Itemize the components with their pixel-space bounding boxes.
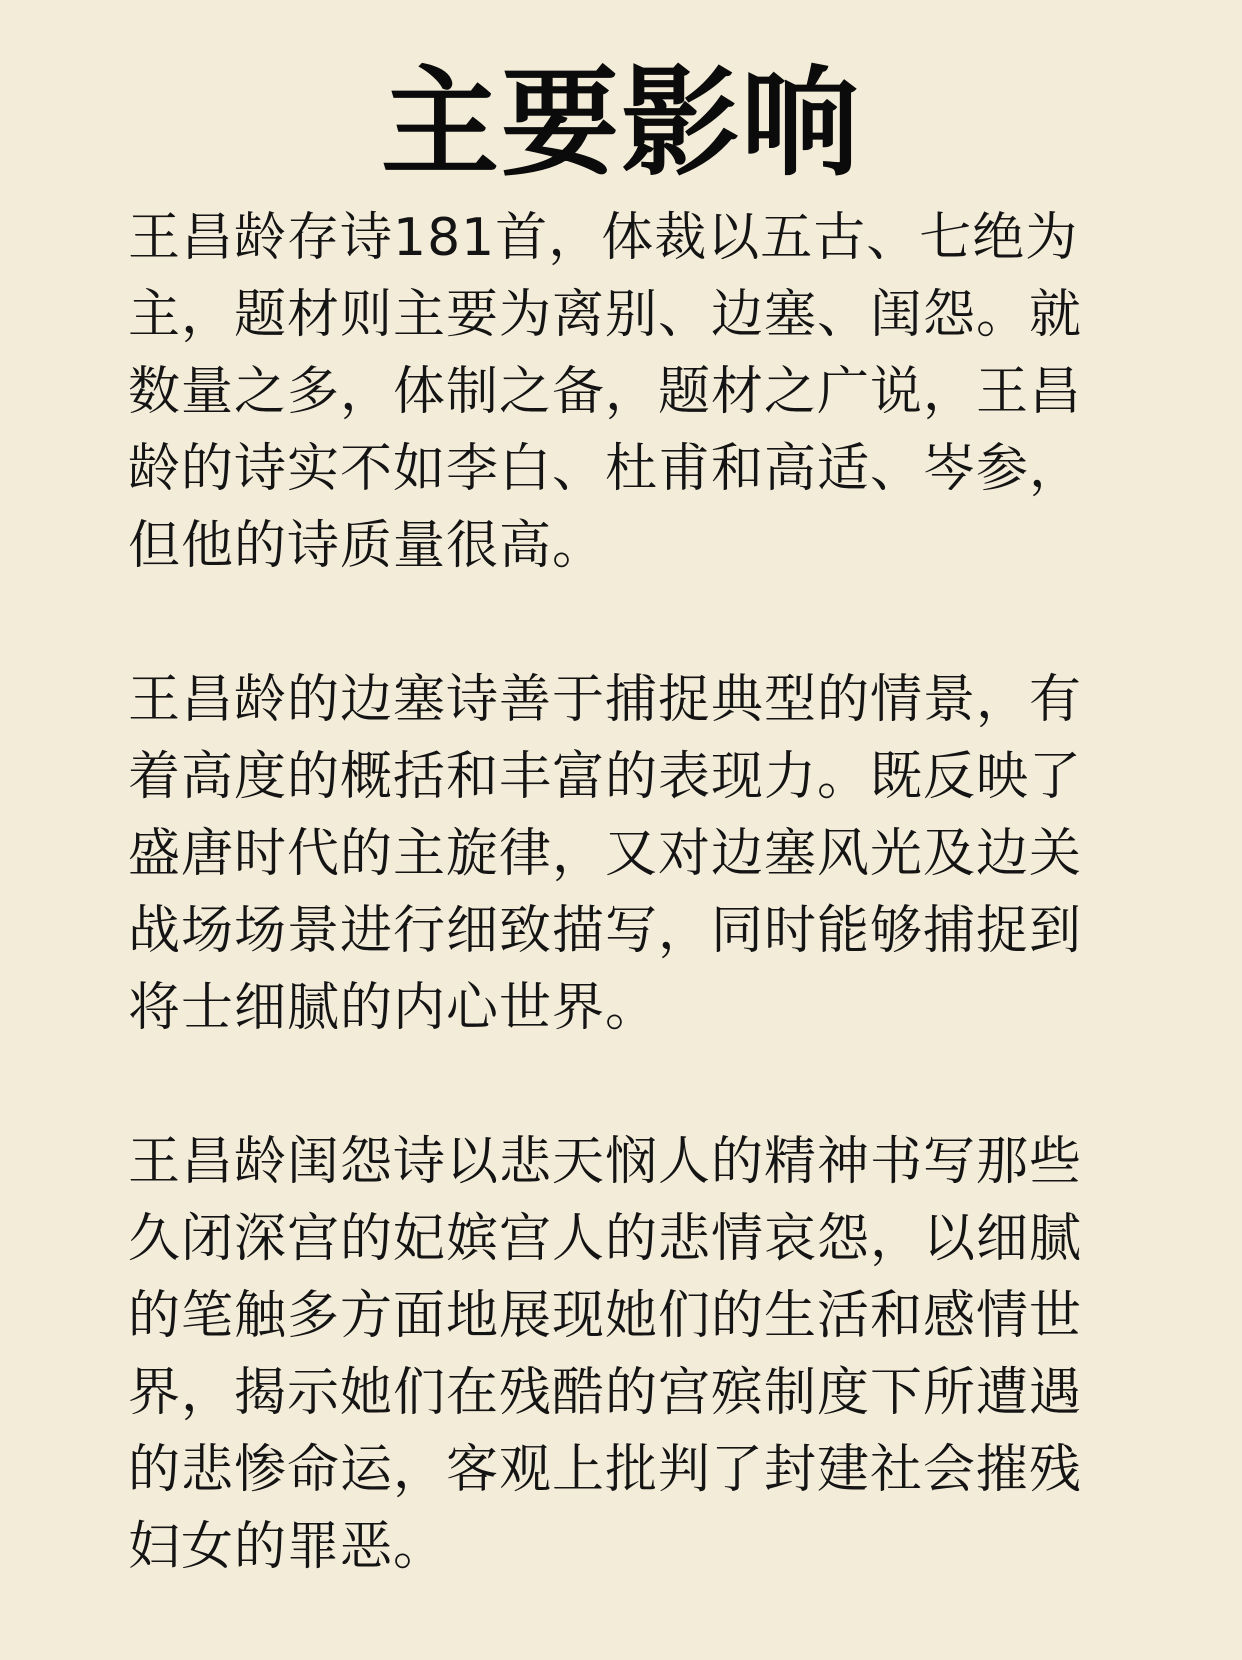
paragraph-line: 龄的诗实不如李白、杜甫和高适、岑参，	[128, 439, 1083, 499]
paragraph-1	[128, 200, 1118, 585]
article-body	[128, 200, 1118, 1586]
paragraph-line: 王昌龄存诗181首，体裁以五古、七绝为	[128, 208, 1079, 268]
paragraph-line: 将士细腻的内心世界。	[128, 978, 659, 1038]
paragraph-line: 的笔触多方面地展现她们的生活和感情世	[128, 1286, 1083, 1346]
paragraph-spacer	[128, 1047, 1118, 1124]
paragraph-line: 但他的诗质量很高。	[128, 516, 606, 576]
paragraph-line: 盛唐时代的主旋律，又对边塞风光及边关	[128, 824, 1083, 884]
paragraph-line: 妇女的罪恶。	[128, 1517, 447, 1577]
paragraph-line: 着高度的概括和丰富的表现力。既反映了	[128, 747, 1083, 807]
paragraph-spacer	[128, 585, 1118, 662]
paragraph-3	[128, 1124, 1118, 1586]
paragraph-line: 王昌龄闺怨诗以悲天悯人的精神书写那些	[128, 1132, 1083, 1192]
paragraph-line: 主，题材则主要为离别、边塞、闺怨。就	[128, 285, 1083, 345]
paragraph-line: 界，揭示她们在残酷的宫殡制度下所遭遇	[128, 1363, 1083, 1423]
paragraph-line: 战场场景进行细致描写，同时能够捕捉到	[128, 901, 1083, 961]
paragraph-2	[128, 662, 1118, 1047]
paragraph-line: 久闭深宫的妃嫔宫人的悲情哀怨，以细腻	[128, 1209, 1083, 1269]
paragraph-line: 数量之多，体制之备，题材之广说，王昌	[128, 362, 1083, 422]
page-title: 主要影响	[380, 54, 861, 192]
paragraph-line: 王昌龄的边塞诗善于捕捉典型的情景，有	[128, 670, 1083, 730]
paragraph-line: 的悲惨命运，客观上批判了封建社会摧残	[128, 1440, 1083, 1500]
